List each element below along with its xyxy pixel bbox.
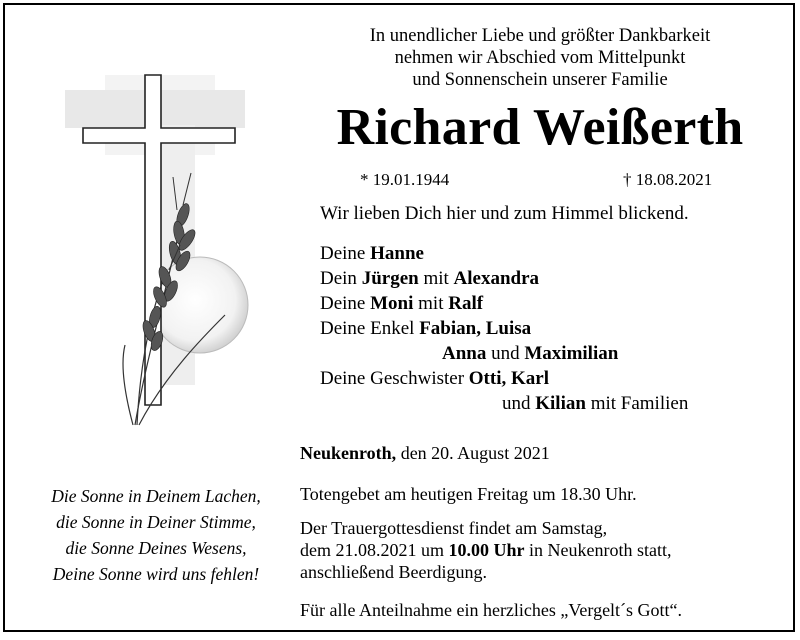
family-text: und bbox=[502, 393, 536, 414]
birth-date: * 19.01.1944 bbox=[360, 170, 450, 189]
intro-line: nehmen wir Abschied vom Mittelpunkt bbox=[394, 48, 686, 68]
poem-line: die Sonne Deines Wesens, bbox=[65, 538, 247, 558]
family-row bbox=[320, 292, 483, 316]
place-date bbox=[300, 443, 550, 464]
family-name: Ralf bbox=[448, 293, 484, 314]
service-line: anschließend Beerdigung. bbox=[300, 562, 487, 582]
intro-line: und Sonnenschein unserer Familie bbox=[412, 70, 668, 90]
deceased-name: Richard Weißerth bbox=[336, 99, 744, 156]
motto: Wir lieben Dich hier und zum Himmel blickend. bbox=[320, 203, 689, 224]
service-text: in Neukenroth statt, bbox=[524, 540, 672, 560]
poem-line: Die Sonne in Deinem Lachen, bbox=[51, 486, 261, 506]
poem-line: Deine Sonne wird uns fehlen! bbox=[52, 564, 260, 584]
family-name: Jürgen bbox=[361, 268, 419, 289]
service-info bbox=[300, 517, 671, 583]
family-row bbox=[320, 267, 539, 291]
family-text: mit bbox=[418, 268, 454, 289]
cross-with-wheat-and-sun-icon bbox=[65, 65, 275, 445]
poem bbox=[25, 483, 287, 587]
poem-line: die Sonne in Deiner Stimme, bbox=[56, 512, 256, 532]
family-text: und bbox=[486, 343, 525, 364]
notice-date: den 20. August 2021 bbox=[396, 443, 550, 463]
family-name: Moni bbox=[370, 293, 414, 314]
thanks-text: Für alle Anteilnahme ein herzliches „Vergelt´s Gott“. bbox=[300, 600, 683, 620]
family-name: Otti, Karl bbox=[468, 368, 549, 389]
family-name: Alexandra bbox=[453, 268, 540, 289]
family-text: Deine bbox=[320, 243, 371, 264]
obituary-notice bbox=[3, 3, 795, 632]
family-name: Maximilian bbox=[524, 343, 619, 364]
family-text: Deine Enkel bbox=[320, 318, 420, 339]
family-text: Dein bbox=[320, 268, 362, 289]
family-name: Anna bbox=[442, 343, 487, 364]
death-date: † 18.08.2021 bbox=[623, 170, 713, 189]
family-row bbox=[320, 242, 424, 266]
place-name: Neukenroth, bbox=[300, 443, 397, 463]
intro-line: In unendlicher Liebe und größter Dankbarkeit bbox=[369, 26, 711, 46]
service-time: 10.00 Uhr bbox=[448, 540, 525, 560]
family-text: Deine bbox=[320, 293, 371, 314]
family-text: Deine Geschwister bbox=[320, 368, 469, 389]
family-row bbox=[320, 317, 531, 341]
family-name: Fabian, Luisa bbox=[419, 318, 532, 339]
family-name: Kilian bbox=[535, 393, 586, 414]
family-row bbox=[502, 392, 688, 416]
prayer-info: Totengebet am heutigen Freitag um 18.30 Uhr. bbox=[300, 484, 637, 504]
family-row bbox=[442, 342, 618, 366]
family-row bbox=[320, 367, 549, 391]
family-text: mit bbox=[413, 293, 449, 314]
service-line: Der Trauergottesdienst findet am Samstag, bbox=[300, 518, 608, 538]
intro-text bbox=[305, 25, 775, 91]
service-line bbox=[300, 539, 671, 561]
service-text: dem 21.08.2021 um bbox=[300, 540, 449, 560]
family-text: mit Familien bbox=[585, 393, 689, 414]
family-name: Hanne bbox=[370, 243, 424, 264]
